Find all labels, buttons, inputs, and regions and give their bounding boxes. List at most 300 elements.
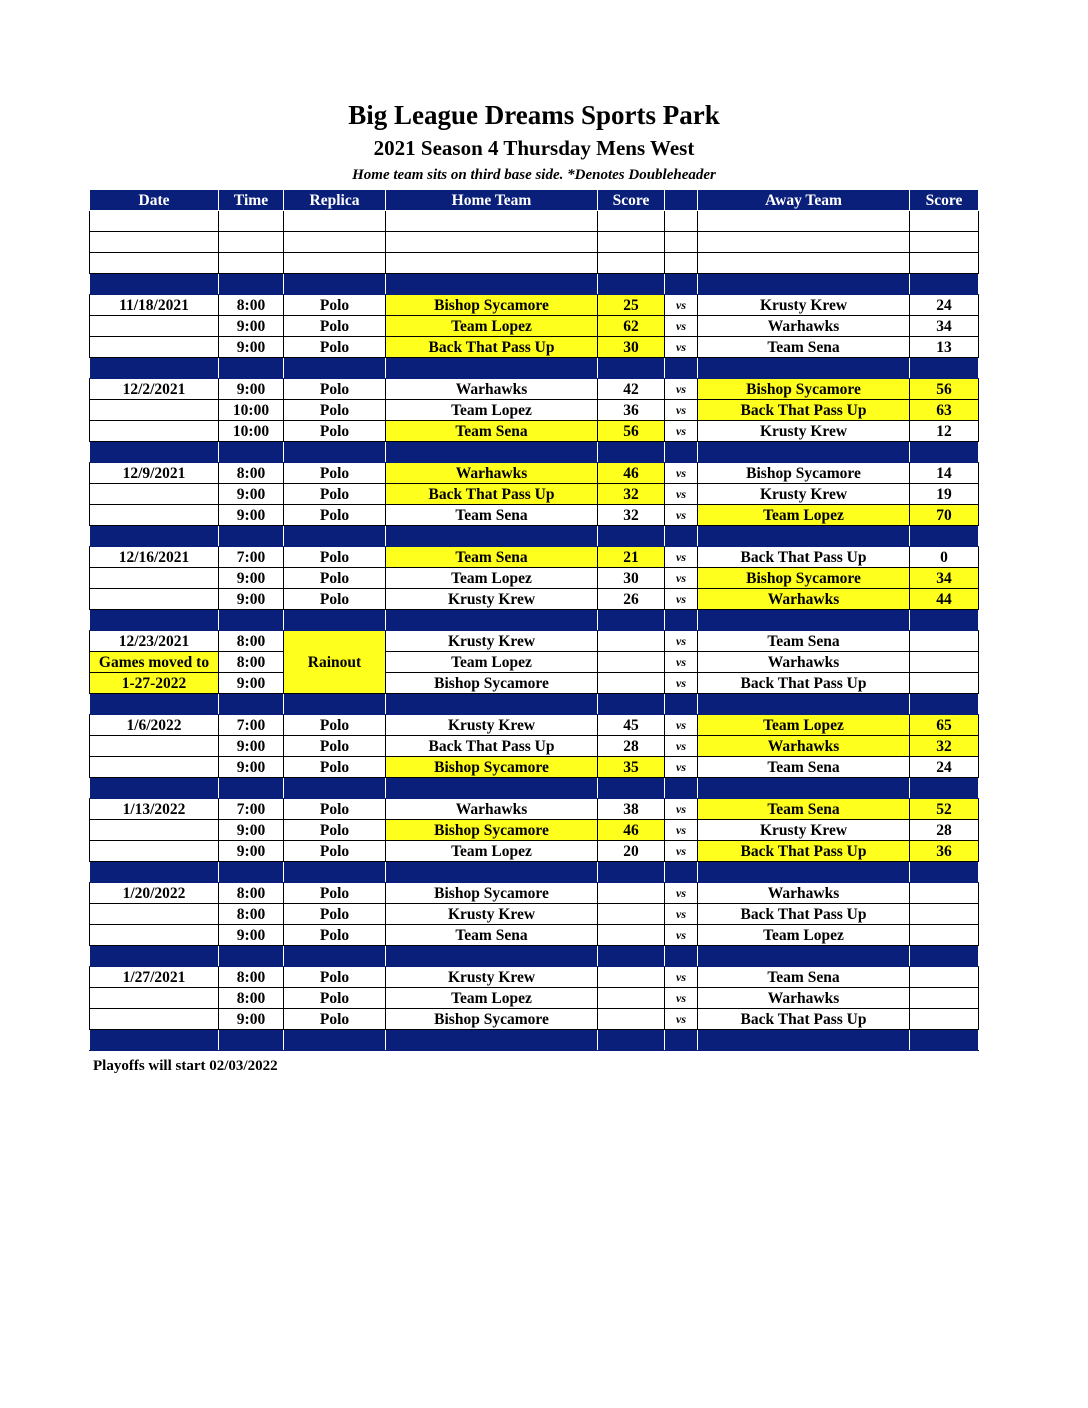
separator-cell [219, 442, 284, 463]
blank-row [90, 232, 979, 253]
col-date: Date [90, 190, 219, 211]
game-replica: Polo [284, 757, 386, 778]
game-time: 10:00 [219, 400, 284, 421]
home-score [598, 673, 665, 694]
game-row [90, 337, 979, 358]
separator-cell [665, 442, 698, 463]
home-team: Back That Pass Up [386, 736, 598, 757]
date-empty [90, 757, 219, 778]
away-team: Back That Pass Up [698, 1009, 910, 1030]
away-team: Krusty Krew [698, 421, 910, 442]
home-team: Bishop Sycamore [386, 820, 598, 841]
game-date: 1/13/2022 [90, 799, 219, 820]
blank-cell [665, 211, 698, 232]
vs-label: vs [665, 295, 698, 316]
separator-cell [386, 442, 598, 463]
separator-cell [90, 610, 219, 631]
col-home-team: Home Team [386, 190, 598, 211]
separator-cell [219, 610, 284, 631]
game-time: 9:00 [219, 820, 284, 841]
home-score: 21 [598, 547, 665, 568]
separator-cell [910, 946, 979, 967]
separator-cell [90, 946, 219, 967]
home-score [598, 1009, 665, 1030]
blank-cell [598, 253, 665, 274]
separator-cell [598, 274, 665, 295]
page-title: Big League Dreams Sports Park [348, 100, 720, 130]
separator-cell [665, 274, 698, 295]
game-date: 11/18/2021 [90, 295, 219, 316]
week-separator [90, 778, 979, 799]
game-date: 12/2/2021 [90, 379, 219, 400]
separator-cell [698, 274, 910, 295]
home-score: 20 [598, 841, 665, 862]
away-score [910, 631, 979, 652]
away-score [910, 967, 979, 988]
home-score: 56 [598, 421, 665, 442]
away-score: 34 [910, 316, 979, 337]
blank-cell [910, 232, 979, 253]
separator-cell [910, 778, 979, 799]
game-time: 9:00 [219, 736, 284, 757]
home-team: Team Lopez [386, 988, 598, 1009]
separator-cell [386, 358, 598, 379]
game-row [90, 295, 979, 316]
separator-cell [386, 946, 598, 967]
week-separator [90, 610, 979, 631]
vs-label: vs [665, 568, 698, 589]
game-time: 9:00 [219, 841, 284, 862]
blank-cell [598, 232, 665, 253]
home-score: 35 [598, 757, 665, 778]
home-score: 62 [598, 316, 665, 337]
game-row [90, 316, 979, 337]
date-empty [90, 988, 219, 1009]
game-row [90, 421, 979, 442]
rainout-label: Rainout [284, 631, 386, 694]
col-home-score: Score [598, 190, 665, 211]
game-row [90, 379, 979, 400]
game-replica: Polo [284, 841, 386, 862]
separator-cell [386, 1030, 598, 1051]
game-date: 1/27/2021 [90, 967, 219, 988]
away-score: 44 [910, 589, 979, 610]
col-away-team: Away Team [698, 190, 910, 211]
game-time: 9:00 [219, 673, 284, 694]
date-empty [90, 316, 219, 337]
col-vs [665, 190, 698, 211]
blank-cell [284, 253, 386, 274]
game-replica: Polo [284, 295, 386, 316]
game-replica: Polo [284, 484, 386, 505]
game-time: 8:00 [219, 883, 284, 904]
separator-cell [698, 358, 910, 379]
blank-cell [90, 232, 219, 253]
separator-cell [284, 694, 386, 715]
game-time: 7:00 [219, 547, 284, 568]
home-score: 42 [598, 379, 665, 400]
separator-cell [698, 694, 910, 715]
game-time: 10:00 [219, 421, 284, 442]
away-team: Bishop Sycamore [698, 379, 910, 400]
game-replica: Polo [284, 736, 386, 757]
away-score: 34 [910, 568, 979, 589]
blank-cell [284, 211, 386, 232]
home-team: Bishop Sycamore [386, 295, 598, 316]
away-score [910, 883, 979, 904]
separator-cell [598, 778, 665, 799]
separator-cell [598, 862, 665, 883]
away-team: Team Lopez [698, 505, 910, 526]
away-score: 70 [910, 505, 979, 526]
separator-cell [219, 274, 284, 295]
away-team: Team Sena [698, 967, 910, 988]
separator-cell [698, 946, 910, 967]
away-team: Team Sena [698, 757, 910, 778]
home-score [598, 925, 665, 946]
game-time: 8:00 [219, 295, 284, 316]
blank-cell [284, 232, 386, 253]
away-score [910, 904, 979, 925]
game-date: 1/6/2022 [90, 715, 219, 736]
game-row [90, 673, 979, 694]
week-separator [90, 694, 979, 715]
vs-label: vs [665, 400, 698, 421]
game-time: 8:00 [219, 631, 284, 652]
away-score: 24 [910, 295, 979, 316]
vs-label: vs [665, 589, 698, 610]
away-score: 28 [910, 820, 979, 841]
game-time: 9:00 [219, 484, 284, 505]
footer-note: Playoffs will start 02/03/2022 [93, 1058, 278, 1074]
blank-row [90, 211, 979, 232]
blank-cell [90, 211, 219, 232]
game-row [90, 883, 979, 904]
separator-cell [910, 610, 979, 631]
page-note: Home team sits on third base side. *Denotes Doubleheader [352, 167, 716, 183]
separator-cell [90, 442, 219, 463]
home-score: 28 [598, 736, 665, 757]
home-team: Team Sena [386, 925, 598, 946]
game-time: 7:00 [219, 715, 284, 736]
game-row [90, 757, 979, 778]
separator-cell [665, 946, 698, 967]
home-team: Bishop Sycamore [386, 1009, 598, 1030]
away-score: 24 [910, 757, 979, 778]
separator-cell [698, 862, 910, 883]
game-date: 12/23/2021 [90, 631, 219, 652]
vs-label: vs [665, 799, 698, 820]
away-team: Warhawks [698, 988, 910, 1009]
separator-cell [386, 694, 598, 715]
vs-label: vs [665, 631, 698, 652]
blank-cell [698, 253, 910, 274]
blank-row [90, 253, 979, 274]
away-team: Krusty Krew [698, 484, 910, 505]
game-replica: Polo [284, 820, 386, 841]
home-team: Warhawks [386, 799, 598, 820]
away-team: Team Lopez [698, 715, 910, 736]
away-score: 36 [910, 841, 979, 862]
week-separator [90, 274, 979, 295]
game-replica: Polo [284, 988, 386, 1009]
week-separator [90, 358, 979, 379]
week-separator [90, 862, 979, 883]
week-separator [90, 946, 979, 967]
separator-cell [219, 778, 284, 799]
game-time: 9:00 [219, 316, 284, 337]
separator-cell [284, 610, 386, 631]
separator-cell [386, 526, 598, 547]
separator-cell [284, 442, 386, 463]
home-team: Back That Pass Up [386, 337, 598, 358]
game-replica: Polo [284, 547, 386, 568]
separator-cell [90, 694, 219, 715]
away-team: Warhawks [698, 589, 910, 610]
game-row [90, 925, 979, 946]
away-score: 19 [910, 484, 979, 505]
away-team: Back That Pass Up [698, 400, 910, 421]
game-time: 7:00 [219, 799, 284, 820]
game-row [90, 799, 979, 820]
vs-label: vs [665, 1009, 698, 1030]
separator-cell [90, 1030, 219, 1051]
separator-cell [910, 526, 979, 547]
separator-cell [386, 862, 598, 883]
game-row [90, 988, 979, 1009]
week-separator [90, 526, 979, 547]
schedule-table [89, 189, 979, 1051]
home-score [598, 883, 665, 904]
separator-cell [598, 1030, 665, 1051]
separator-cell [910, 274, 979, 295]
separator-cell [219, 1030, 284, 1051]
away-team: Bishop Sycamore [698, 463, 910, 484]
separator-cell [90, 526, 219, 547]
home-score: 46 [598, 820, 665, 841]
date-empty [90, 421, 219, 442]
separator-cell [698, 778, 910, 799]
home-score: 32 [598, 505, 665, 526]
home-team: Back That Pass Up [386, 484, 598, 505]
separator-cell [598, 610, 665, 631]
away-score [910, 988, 979, 1009]
vs-label: vs [665, 316, 698, 337]
blank-cell [219, 232, 284, 253]
home-team: Team Sena [386, 505, 598, 526]
away-team: Warhawks [698, 652, 910, 673]
col-time: Time [219, 190, 284, 211]
date-empty [90, 925, 219, 946]
vs-label: vs [665, 967, 698, 988]
away-team: Team Sena [698, 799, 910, 820]
away-score [910, 652, 979, 673]
week-separator [90, 1030, 979, 1051]
game-time: 8:00 [219, 463, 284, 484]
separator-cell [284, 274, 386, 295]
away-team: Back That Pass Up [698, 673, 910, 694]
date-empty [90, 589, 219, 610]
separator-cell [910, 358, 979, 379]
game-replica: Polo [284, 505, 386, 526]
vs-label: vs [665, 988, 698, 1009]
game-row [90, 904, 979, 925]
game-replica: Polo [284, 715, 386, 736]
vs-label: vs [665, 883, 698, 904]
separator-cell [665, 862, 698, 883]
separator-cell [284, 862, 386, 883]
away-score: 32 [910, 736, 979, 757]
separator-cell [386, 778, 598, 799]
page-subtitle: 2021 Season 4 Thursday Mens West [373, 136, 695, 160]
game-date: 12/16/2021 [90, 547, 219, 568]
vs-label: vs [665, 484, 698, 505]
vs-label: vs [665, 463, 698, 484]
away-score [910, 673, 979, 694]
away-team: Team Sena [698, 337, 910, 358]
game-time: 9:00 [219, 1009, 284, 1030]
game-row [90, 841, 979, 862]
home-score: 30 [598, 337, 665, 358]
away-score: 0 [910, 547, 979, 568]
home-score: 38 [598, 799, 665, 820]
game-row [90, 1009, 979, 1030]
game-replica: Polo [284, 925, 386, 946]
game-time: 8:00 [219, 967, 284, 988]
blank-cell [386, 232, 598, 253]
game-date: 12/9/2021 [90, 463, 219, 484]
separator-cell [284, 946, 386, 967]
separator-cell [665, 694, 698, 715]
vs-label: vs [665, 652, 698, 673]
separator-cell [698, 610, 910, 631]
game-time: 9:00 [219, 505, 284, 526]
separator-cell [90, 862, 219, 883]
separator-cell [910, 694, 979, 715]
blank-cell [219, 211, 284, 232]
separator-cell [598, 526, 665, 547]
game-row [90, 505, 979, 526]
home-team: Krusty Krew [386, 904, 598, 925]
separator-cell [219, 946, 284, 967]
separator-cell [698, 1030, 910, 1051]
home-score [598, 631, 665, 652]
game-replica: Polo [284, 967, 386, 988]
home-score [598, 967, 665, 988]
home-score: 45 [598, 715, 665, 736]
game-time: 9:00 [219, 589, 284, 610]
away-score: 14 [910, 463, 979, 484]
separator-cell [598, 358, 665, 379]
blank-cell [219, 253, 284, 274]
home-team: Team Sena [386, 547, 598, 568]
week-separator [90, 442, 979, 463]
separator-cell [910, 862, 979, 883]
vs-label: vs [665, 547, 698, 568]
home-score [598, 988, 665, 1009]
away-score: 56 [910, 379, 979, 400]
game-row [90, 568, 979, 589]
date-empty [90, 1009, 219, 1030]
game-time: 8:00 [219, 988, 284, 1009]
game-time: 8:00 [219, 904, 284, 925]
game-replica: Polo [284, 421, 386, 442]
away-team: Back That Pass Up [698, 547, 910, 568]
separator-cell [90, 778, 219, 799]
separator-cell [598, 694, 665, 715]
away-score [910, 925, 979, 946]
vs-label: vs [665, 715, 698, 736]
game-row [90, 967, 979, 988]
home-team: Warhawks [386, 379, 598, 400]
separator-cell [219, 694, 284, 715]
separator-cell [698, 526, 910, 547]
blank-cell [698, 211, 910, 232]
separator-cell [386, 274, 598, 295]
game-replica: Polo [284, 589, 386, 610]
home-team: Krusty Krew [386, 715, 598, 736]
away-team: Krusty Krew [698, 820, 910, 841]
home-team: Warhawks [386, 463, 598, 484]
separator-cell [90, 358, 219, 379]
vs-label: vs [665, 505, 698, 526]
game-replica: Polo [284, 799, 386, 820]
date-empty [90, 400, 219, 421]
game-replica: Polo [284, 463, 386, 484]
vs-label: vs [665, 673, 698, 694]
vs-label: vs [665, 337, 698, 358]
home-team: Krusty Krew [386, 631, 598, 652]
date-empty [90, 904, 219, 925]
away-score: 12 [910, 421, 979, 442]
separator-cell [284, 526, 386, 547]
game-date: 1/20/2022 [90, 883, 219, 904]
blank-cell [698, 232, 910, 253]
home-score: 46 [598, 463, 665, 484]
separator-cell [598, 946, 665, 967]
separator-cell [284, 1030, 386, 1051]
home-team: Team Lopez [386, 652, 598, 673]
date-empty [90, 337, 219, 358]
away-team: Back That Pass Up [698, 904, 910, 925]
blank-cell [90, 253, 219, 274]
home-team: Krusty Krew [386, 967, 598, 988]
blank-cell [910, 253, 979, 274]
game-time: 9:00 [219, 568, 284, 589]
vs-label: vs [665, 904, 698, 925]
separator-cell [665, 1030, 698, 1051]
home-score [598, 652, 665, 673]
game-replica: Polo [284, 379, 386, 400]
away-score: 65 [910, 715, 979, 736]
separator-cell [219, 862, 284, 883]
blank-cell [386, 211, 598, 232]
away-team: Bishop Sycamore [698, 568, 910, 589]
away-score: 63 [910, 400, 979, 421]
away-score [910, 1009, 979, 1030]
away-score: 13 [910, 337, 979, 358]
blank-cell [665, 232, 698, 253]
game-time: 8:00 [219, 652, 284, 673]
home-team: Team Sena [386, 421, 598, 442]
vs-label: vs [665, 841, 698, 862]
header-row [90, 190, 979, 211]
home-team: Krusty Krew [386, 589, 598, 610]
col-replica: Replica [284, 190, 386, 211]
game-row [90, 820, 979, 841]
separator-cell [284, 778, 386, 799]
date-empty [90, 841, 219, 862]
